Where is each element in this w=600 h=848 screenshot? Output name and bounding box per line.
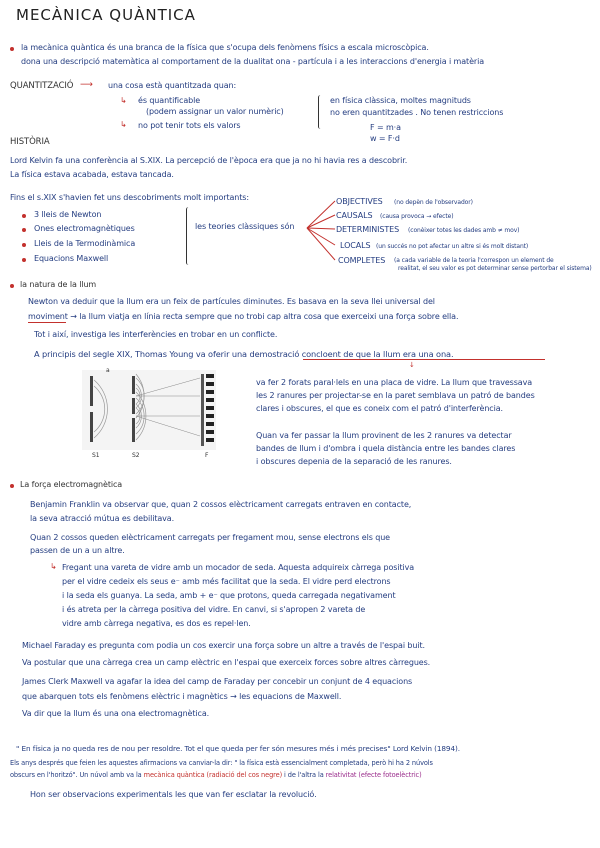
llum-line-1: Newton va deduir que la llum era un feix de partícules diminutes. Es basava en la seva llei universal del [28,297,435,306]
bullet [22,258,26,262]
historia-line-3: Fins el s.XIX s'havien fet uns descobriments molt importants: [10,193,249,202]
bullet [22,228,26,232]
property-locals: LOCALS [340,241,371,250]
wave-label-a: a [106,367,110,374]
historia-label: HISTÒRIA [10,137,50,147]
intro-line-1: la mecànica quàntica és una branca de la física que s'ocupa dels fenòmens físics a escala microscòpica. [21,43,429,52]
maxwell-line-1: James Clerk Maxwell va agafar la idea del camp de Faraday per concebir un conjunt de 4 equacions [22,677,413,686]
classical-note-1: en física clàssica, moltes magnituds [330,96,471,105]
clouds-text: i de l'altra la [282,771,326,779]
formula-work: w = F·d [370,134,400,143]
example-line-2: per el vidre cedeix els seus e⁻ amb més facilitat que la seda. El vidre perd electrons [62,577,391,586]
example-line-5: vidre amb càrrega negativa, es dos es repel·len. [62,619,251,628]
electro-heading: La força electromagnètica [20,480,123,489]
classical-note-2: no eren quantitzades . No tenen restriccions [330,108,504,117]
property-note: (causa provoca → efecte) [380,213,454,220]
property-objectives: OBJECTIVES [336,197,383,206]
brace [186,207,191,265]
classical-theories-label: les teories clàssiques són [195,222,295,231]
quantitzacio-label: QUANTITZACIÓ [10,81,74,91]
llum-line-2: moviment → la llum viatja en línia recta sempre que no trobi cap altra cosa que exerceixi una força sobre ella. [28,312,459,321]
electro-line-2: la seva atracció mútua es debilitava. [30,514,175,523]
quantum-mechanics-highlight: mecànica quàntica (radiació del cos negre) [143,771,283,779]
underline [303,359,545,360]
young-desc-3: clares i obscures, el que es coneix com el patró d'interferència. [256,404,503,413]
historia-line-1: Lord Kelvin fa una conferència al S.XIX. La percepció de l'època era que ja no hi havia res a descobrir. [10,156,408,165]
llum-line-4: A principis del segle XIX, Thomas Young va oferir una demostració concloent de que la llum era una ona. [34,349,454,359]
discovery-item: Ones electromagnètiques [34,224,135,233]
arrow-icon: ↳ [120,120,127,129]
property-note: realitat, el seu valor es pot determinar sense pertorbar el sistema) [398,265,592,272]
formula-force: F = m·a [370,123,401,132]
property-deterministes: DETERMINISTES [336,225,400,234]
young-desc-1: va fer 2 forats paral·lels en una placa de vidre. La llum que travessava [256,378,533,387]
maxwell-line-3: Va dir que la llum és una ona electromagnètica. [22,709,210,718]
discovery-item: 3 lleis de Newton [34,210,102,219]
kelvin-quote: " En física ja no queda res de nou per resoldre. Tot el que queda per fer són mesures més i més precises" Lord Kelvin (1894). [16,744,460,753]
llum-line-3: Tot i així, investiga les interferències en trobar en un conflicte. [34,330,278,339]
bullet [22,214,26,218]
llum-heading: la natura de la llum [20,280,97,289]
bullet [10,47,14,51]
young-desc-2: les 2 ranures per projectar-se en la paret semblava un patró de bandes [256,391,535,400]
screen-label-f: F [205,452,209,459]
electro-line-1: Benjamin Franklin va observar que, quan 2 cossos elèctricament carregats entraven en contacte, [30,500,412,509]
bullet [22,243,26,247]
arrow-down-icon: ↓ [409,361,415,369]
electro-line-4: passen de un a un altre. [30,546,125,555]
property-note: (a cada variable de la teoria l'correspon un element de [394,257,554,264]
young-desc-6: i obscures depenia de la separació de les ranures. [256,457,452,466]
condition-1-note: (podem assignar un valor numèric) [146,107,284,116]
maxwell-line-2: que abarquen tots els fenòmens elèctric i magnètics → les equacions de Maxwell. [22,692,342,701]
arrow-icon: ↳ [50,562,57,571]
discovery-item: Equacions Maxwell [34,254,109,263]
property-note: (un succés no pot afectar un altre si és molt distant) [376,243,529,250]
double-slit-diagram [80,366,220,462]
page-title: MECÀNICA QUÀNTICA [16,6,196,24]
example-line-4: i és atreta per la càrrega positiva del vidre. En canvi, si s'apropen 2 vareta de [62,605,366,614]
arrow-icon: ⟶ [80,80,93,90]
condition-2: no pot tenir tots els valors [138,121,241,130]
kelvin-clouds-1: Els anys després que feien les aquestes afirmacions va canviar-la dir: " la física està essencialment completada, però hi ha 2 núvols [10,759,433,767]
electro-line-3: Quan 2 cossos queden elèctricament carregats per fregament mou, sense electrons els que [30,533,391,542]
historia-line-2: La física estava acabada, estava tancada. [10,170,174,179]
slit-label-s1: S1 [92,452,100,459]
discovery-item: Lleis de la Termodinàmica [34,239,136,248]
condition-1: és quantificable [138,96,201,105]
faraday-line-2: Va postular que una càrrega crea un camp elèctric en l'espai que exerceix forces sobre altres càrregues. [22,658,431,667]
arrow-icon: ↳ [120,96,127,105]
closing-line: Hon ser observacions experimentals les que van fer esclatar la revolució. [30,790,317,799]
relativity-highlight: relativitat (efecte fotoelèctric) [325,771,422,779]
young-desc-5: bandes de llum i d'ombra i quela distància entre les bandes clares [256,444,516,453]
slit-label-s2: S2 [132,452,140,459]
faraday-line-1: Michael Faraday es pregunta com podia un cos exercir una força sobre un altre a través de l'espai buit. [22,641,425,650]
bullet [10,484,14,488]
underline [28,322,66,323]
young-desc-4: Quan va fer passar la llum provinent de les 2 ranures va detectar [256,431,512,440]
property-note: (no depèn de l'observador) [394,199,473,206]
kelvin-clouds-2 [10,770,422,780]
property-causals: CAUSALS [336,211,373,220]
example-line-3: i la seda els guanya. La seda, amb + e⁻ que protons, queda carregada negativament [62,591,396,600]
example-line-1: Fregant una vareta de vidre amb un mocador de seda. Aquesta adquireix càrrega positiva [62,563,415,572]
property-completes: COMPLETES [338,256,386,265]
quantitzacio-definition: una cosa està quantitzada quan: [108,81,237,90]
intro-line-2: dona una descripció matemàtica al comportament de la dualitat ona - partícula i a les interaccions d'energia i matèria [21,57,485,66]
brace [318,95,323,129]
property-note: (conèixer totes les dades amb ≠ mov) [408,227,520,234]
clouds-text: obscurs en l'horitzó". Un núvol amb va la [10,771,144,779]
bullet [10,284,14,288]
